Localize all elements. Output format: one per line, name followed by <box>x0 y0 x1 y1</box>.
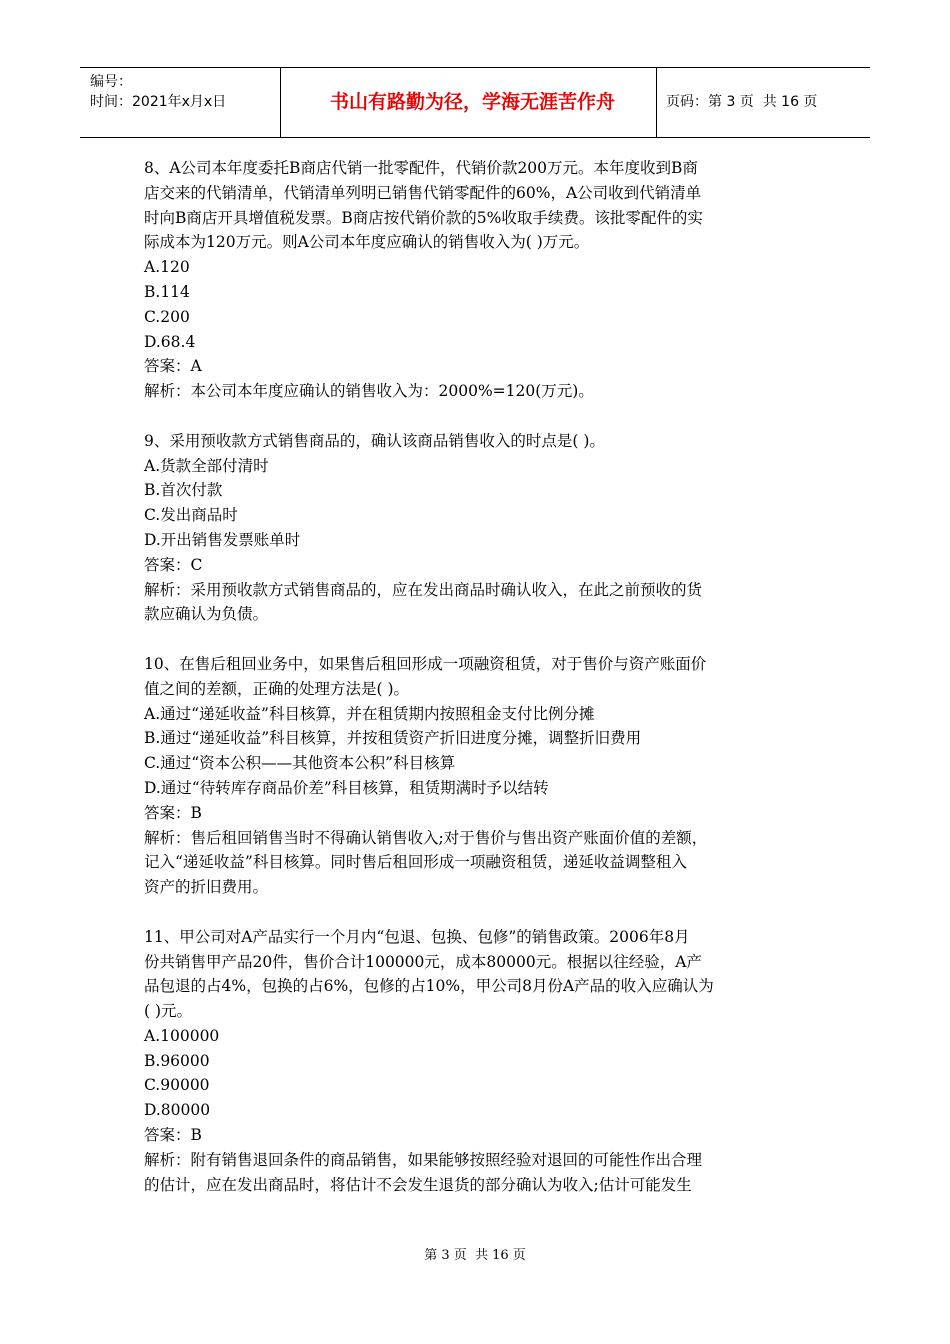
answer-key: 答案：A <box>144 357 202 376</box>
analysis-text: 资产的折旧费用。 <box>144 878 269 897</box>
analysis-text: 解析：本公司本年度应确认的销售收入为：2000%=120(万元)。 <box>144 382 594 401</box>
doc-code-label: 编号： <box>90 74 132 90</box>
answer-option: B.96000 <box>144 1051 210 1070</box>
answer-option: C.90000 <box>144 1076 210 1095</box>
question-spacer <box>144 404 812 429</box>
question-block <box>144 652 812 900</box>
answer-option: A.100000 <box>144 1026 220 1045</box>
question-text: 值之间的差额，正确的处理方法是( )。 <box>144 679 410 698</box>
answer-option: B.首次付款 <box>144 481 223 500</box>
answer-key: 答案：B <box>144 803 202 822</box>
answer-option: B.通过“递延收益”科目核算，并按租赁资产折旧进度分摊，调整折旧费用 <box>144 729 642 748</box>
question-text: 份共销售甲产品20件，售价合计100000元，成本80000元。根据以往经验，A产 <box>144 952 702 971</box>
document-body <box>144 156 812 1197</box>
answer-option: C.通过“资本公积——其他资本公积”科目核算 <box>144 754 456 773</box>
analysis-text: 解析：附有销售退回条件的商品销售，如果能够按照经验对退回的可能性作出合理 <box>144 1150 703 1169</box>
answer-option: A.120 <box>144 258 190 277</box>
answer-key: 答案：C <box>144 555 203 574</box>
answer-key: 答案：B <box>144 1126 202 1145</box>
question-text: 店交来的代销清单，代销清单列明已销售代销零配件的60%，A公司收到代销清单 <box>144 183 702 202</box>
answer-option: A.货款全部付清时 <box>144 456 269 475</box>
question-block <box>144 429 812 627</box>
question-text: 际成本为120万元。则A公司本年度应确认的销售收入为( )万元。 <box>144 233 590 252</box>
header-motto: 书山有路勤为径，学海无涯苦作舟 <box>329 91 615 113</box>
answer-option: D.开出销售发票账单时 <box>144 530 301 549</box>
question-text: 9、采用预收款方式销售商品的，确认该商品销售收入的时点是( )。 <box>144 431 605 450</box>
answer-option: D.通过“待转库存商品价差”科目核算，租赁期满时予以结转 <box>144 778 549 797</box>
question-block <box>144 925 812 1198</box>
header-divider <box>656 68 657 137</box>
question-block <box>144 156 812 404</box>
page-header <box>80 67 870 138</box>
question-spacer <box>144 900 812 925</box>
analysis-text: 解析：售后租回销售当时不得确认销售收入;对于售价与售出资产账面价值的差额， <box>144 828 708 847</box>
doc-date-label: 时间：2021年x月x日 <box>90 94 227 110</box>
answer-option: C.200 <box>144 307 190 326</box>
header-page-number: 页码：第 3 页 共 16 页 <box>666 94 818 110</box>
question-text: 8、A公司本年度委托B商店代销一批零配件，代销价款200万元。本年度收到B商 <box>144 159 698 177</box>
answer-option: C.发出商品时 <box>144 506 238 525</box>
question-text: 10、在售后租回业务中，如果售后租回形成一项融资租赁，对于售价与资产账面价 <box>144 654 707 673</box>
answer-option: D.68.4 <box>144 332 196 351</box>
analysis-text: 款应确认为负债。 <box>144 605 269 624</box>
question-text: 11、甲公司对A产品实行一个月内“包退、包换、包修”的销售政策。2006年8月 <box>144 927 690 946</box>
question-text: 品包退的占4%，包换的占6%，包修的占10%，甲公司8月份A产品的收入应确认为 <box>144 977 714 996</box>
question-spacer <box>144 627 812 652</box>
analysis-text: 解析：采用预收款方式销售商品的，应在发出商品时确认收入，在此之前预收的货 <box>144 580 703 599</box>
question-text: 时向B商店开具增值税发票。B商店按代销价款的5%收取手续费。该批零配件的实 <box>144 208 703 227</box>
analysis-text: 记入“递延收益”科目核算。同时售后租回形成一项融资租赁，递延收益调整租入 <box>144 853 687 872</box>
analysis-text: 的估计，应在发出商品时，将估计不会发生退货的部分确认为收入;估计可能发生 <box>144 1175 692 1194</box>
page-footer: 第 3 页 共 16 页 <box>424 1248 526 1263</box>
answer-option: A.通过“递延收益”科目核算，并在租赁期内按照租金支付比例分摊 <box>144 704 595 723</box>
answer-option: D.80000 <box>144 1101 211 1120</box>
header-divider <box>280 68 281 137</box>
answer-option: B.114 <box>144 282 190 301</box>
question-text: ( )元。 <box>144 1002 193 1021</box>
